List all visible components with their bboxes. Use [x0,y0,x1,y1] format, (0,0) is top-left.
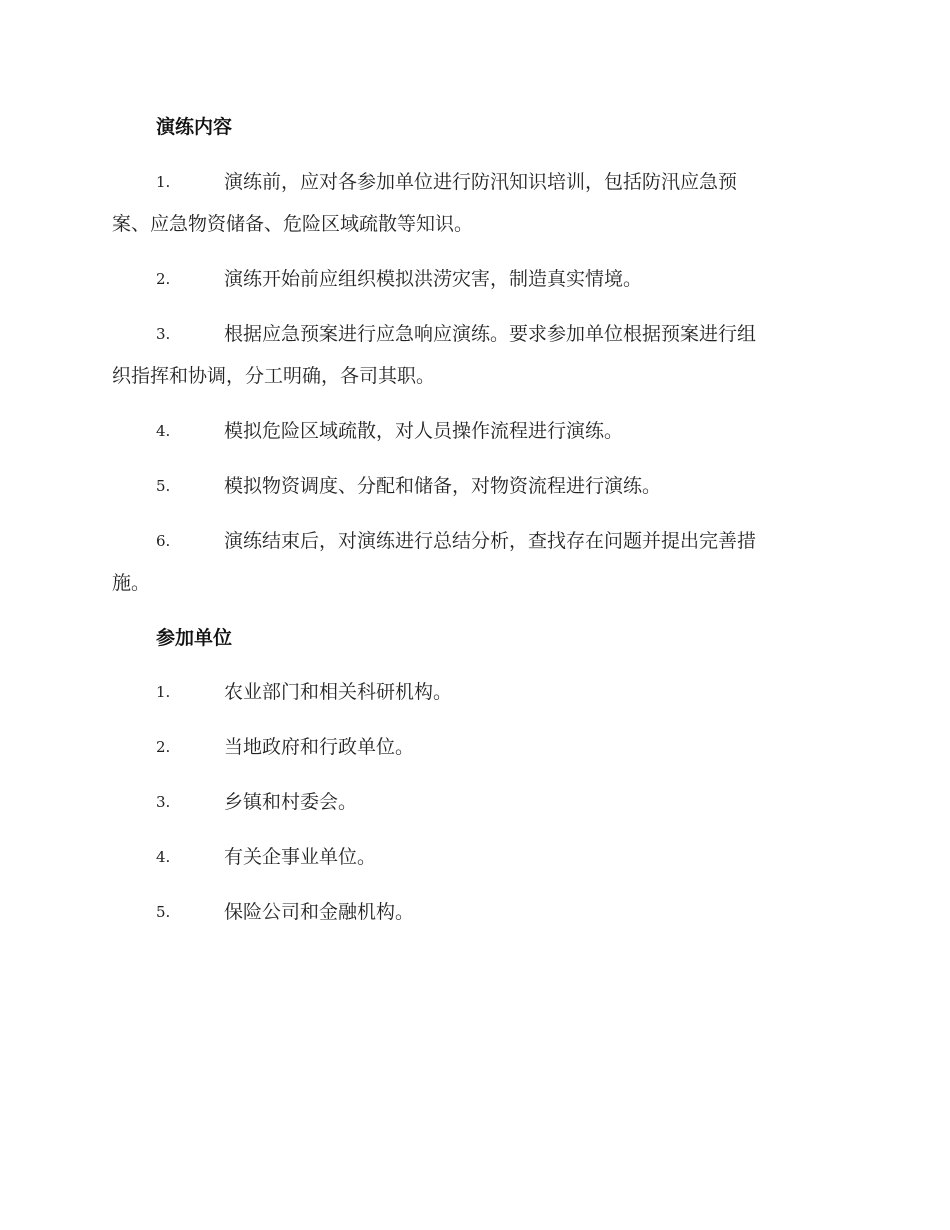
list-item [112,520,842,604]
list-text: 有关企事业单位。 [224,846,377,868]
list-item [112,161,842,245]
list-text: 农业部门和相关科研机构。 [224,681,453,703]
list-number: 4. [156,848,171,866]
list-text: 演练结束后，对演练进行总结分析，查找存在问题并提出完善措 [224,530,757,552]
list-text: 模拟物资调度、分配和储备，对物资流程进行演练。 [224,475,662,497]
list-number: 2. [156,738,171,756]
list-item [112,465,842,507]
list-number: 5. [156,477,171,495]
list-text-continuation: 织指挥和协调，分工明确，各司其职。 [112,365,436,387]
list-text: 根据应急预案进行应急响应演练。要求参加单位根据预案进行组 [224,323,757,345]
list-item [112,781,842,823]
list-number: 6. [156,532,171,550]
list-text-continuation: 案、应急物资储备、危险区域疏散等知识。 [112,213,474,235]
section-heading-drill-content: 演练内容 [156,116,233,138]
list-number: 4. [156,422,171,440]
list-number: 3. [156,325,171,343]
list-item [112,726,842,768]
list-text: 乡镇和村委会。 [224,791,358,813]
list-item [112,836,842,878]
list-number: 3. [156,793,171,811]
list-item [112,891,842,933]
list-text-continuation: 施。 [112,572,151,594]
list-text: 当地政府和行政单位。 [224,736,415,758]
list-number: 1. [156,173,171,191]
list-item [112,410,842,452]
section-heading-participants: 参加单位 [156,627,233,649]
list-text: 演练前，应对各参加单位进行防汛知识培训，包括防汛应急预 [224,171,738,193]
list-text: 模拟危险区域疏散，对人员操作流程进行演练。 [224,420,624,442]
list-text: 演练开始前应组织模拟洪涝灾害，制造真实情境。 [224,268,643,290]
list-number: 5. [156,903,171,921]
list-number: 1. [156,683,171,701]
list-item [112,258,842,300]
list-item [112,313,842,397]
list-text: 保险公司和金融机构。 [224,901,415,923]
list-number: 2. [156,270,171,288]
list-item [112,671,842,713]
